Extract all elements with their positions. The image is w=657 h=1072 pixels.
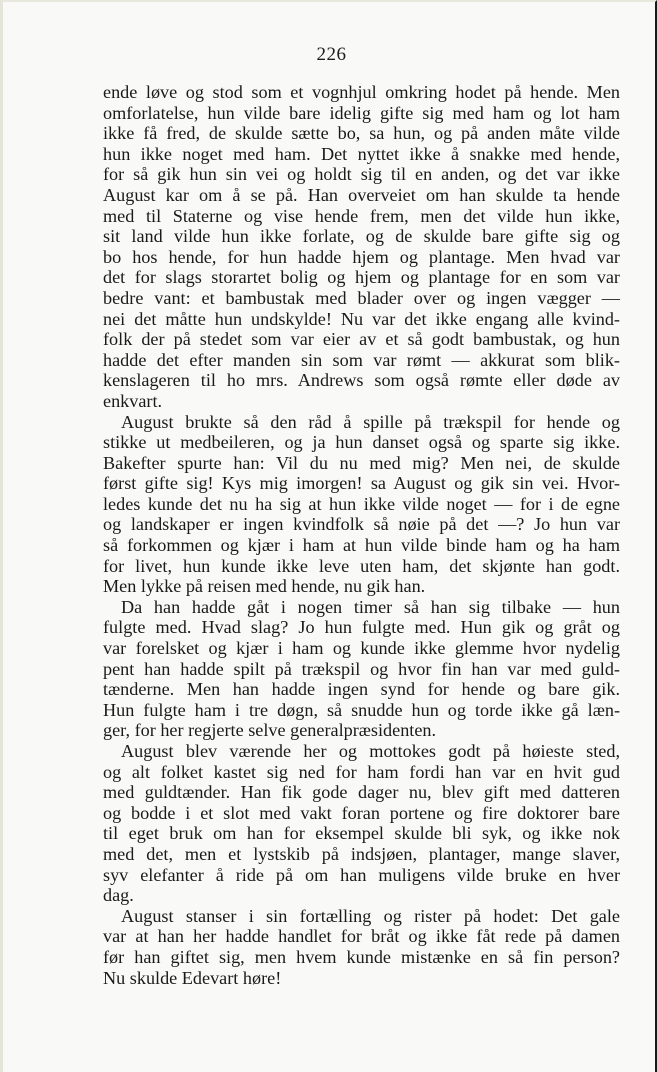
text-line: August stanser i sin fortælling og rister på hodet: Det gale xyxy=(121,905,620,926)
text-line: for så gik hun sin vei og holdt sig til en anden, og det var ikke xyxy=(103,164,620,185)
text-line: pent han hadde spilt på trækspil og hvor fin han var med guld- xyxy=(103,658,620,679)
text-line: med guldtænder. Han fik gode dager nu, blev gift med datteren xyxy=(103,782,620,803)
text-line: før han giftet sig, men hvem kunde mistænke en så fin person? xyxy=(103,946,620,967)
text-line: dag. xyxy=(103,885,134,906)
paragraph-4 xyxy=(103,741,620,906)
text-line: omforlatelse, hun vilde bare idelig gifte sig med ham og lot ham xyxy=(103,102,620,123)
text-line: ende løve og stod som et vognhjul omkring hodet på hende. Men xyxy=(103,82,620,102)
text-line: Bakefter spurte han: Vil du nu med mig? Men nei, de skulde xyxy=(103,452,620,473)
text-line: først gifte sig! Kys mig imorgen! sa August og gik sin vei. Hvor- xyxy=(103,473,620,494)
text-line: med det, men et lystskib på indsjøen, plantager, mange slaver, xyxy=(103,843,620,864)
text-line: August brukte så den råd å spille på trækspil for hende og xyxy=(121,411,620,432)
text-line: hun ikke noget med ham. Det nyttet ikke å snakke med hende, xyxy=(103,143,620,164)
text-line: August blev værende her og mottokes godt på høieste sted, xyxy=(121,741,620,761)
text-line: Nu skulde Edevart høre! xyxy=(103,967,282,988)
text-line: ikke få fred, de skulde sætte bo, sa hun, og på anden måte vilde xyxy=(103,123,620,144)
text-line: det for slags storartet bolig og hjem og plantage for en som var xyxy=(103,267,620,288)
text-line: til eget bruk om han for eksempel skulde bli syk, og ikke nok xyxy=(103,823,620,844)
text-line: hadde det efter manden sin som var rømt — akkurat som blik- xyxy=(103,349,620,370)
text-line: Men lykke på reisen med hende, nu gik han. xyxy=(103,576,426,597)
text-line: med til Staterne og vise hende frem, men det vilde hun ikke, xyxy=(103,205,620,226)
text-line: syv elefanter å ride på om han muligens vilde bruke en hver xyxy=(103,864,620,885)
text-line: var forelsket og kjær i ham og kunde ikke glemme hvor nydelig xyxy=(103,638,620,659)
paragraph-2 xyxy=(103,412,620,597)
text-line: enkvart. xyxy=(103,390,163,411)
page-text-body xyxy=(103,82,620,988)
text-line: folk der på stedet som var eier av et så godt bambustak, og hun xyxy=(103,329,620,350)
text-line: kenslageren til ho mrs. Andrews som også rømte eller døde av xyxy=(103,370,620,391)
paragraph-5 xyxy=(103,906,620,988)
paragraph-3 xyxy=(103,597,620,741)
text-line: stikke ut medbeileren, og ja hun danset også og sparte sig ikke. xyxy=(103,432,620,453)
text-line: bedre vant: et bambustak med blader over og ingen vægger — xyxy=(103,287,620,308)
text-line: nei det måtte hun undskylde! Nu var det ikke engang alle kvind- xyxy=(103,308,620,329)
text-line: August kar om å se på. Han overveiet om han skulde ta hende xyxy=(103,184,620,205)
text-line: og alt folket kastet sig ned for ham fordi han var en hvit gud xyxy=(103,761,620,782)
text-line: fulgte med. Hvad slag? Jo hun fulgte med. Hun gik og gråt og xyxy=(103,617,620,638)
page-number: 226 xyxy=(316,44,347,65)
text-line: tænderne. Men han hadde ingen synd for hende og bare gik. xyxy=(103,679,620,700)
text-line: Hun fulgte ham i tre døgn, så snudde hun og torde ikke gå læn- xyxy=(103,699,620,720)
text-line: sit land vilde hun ikke forlate, og de skulde bare gifte sig og xyxy=(103,226,620,247)
text-line: bo hos hende, for hun hadde hjem og plantage. Men hvad var xyxy=(103,246,620,267)
text-line: ledes kunde det nu ha sig at hun ikke vilde noget — for i de egne xyxy=(103,493,620,514)
text-line: var at han her hadde handlet for bråt og ikke fåt rede på damen xyxy=(103,926,620,947)
text-line: så forkommen og kjær i ham at hun vilde binde ham og ha ham xyxy=(103,535,620,556)
text-line: og landskaper er ingen kvindfolk så nøie på det —? Jo hun var xyxy=(103,514,620,535)
text-line: ger, for her regjerte selve generalpræsidenten. xyxy=(103,720,437,741)
text-line: for livet, hun kunde ikke leve uten ham, det skjønte han godt. xyxy=(103,555,620,576)
text-line: Da han hadde gåt i nogen timer så han sig tilbake — hun xyxy=(121,596,620,617)
paragraph-1 xyxy=(103,82,620,412)
text-line: og bodde i et slot med vakt foran portene og fire doktorer bare xyxy=(103,802,620,823)
